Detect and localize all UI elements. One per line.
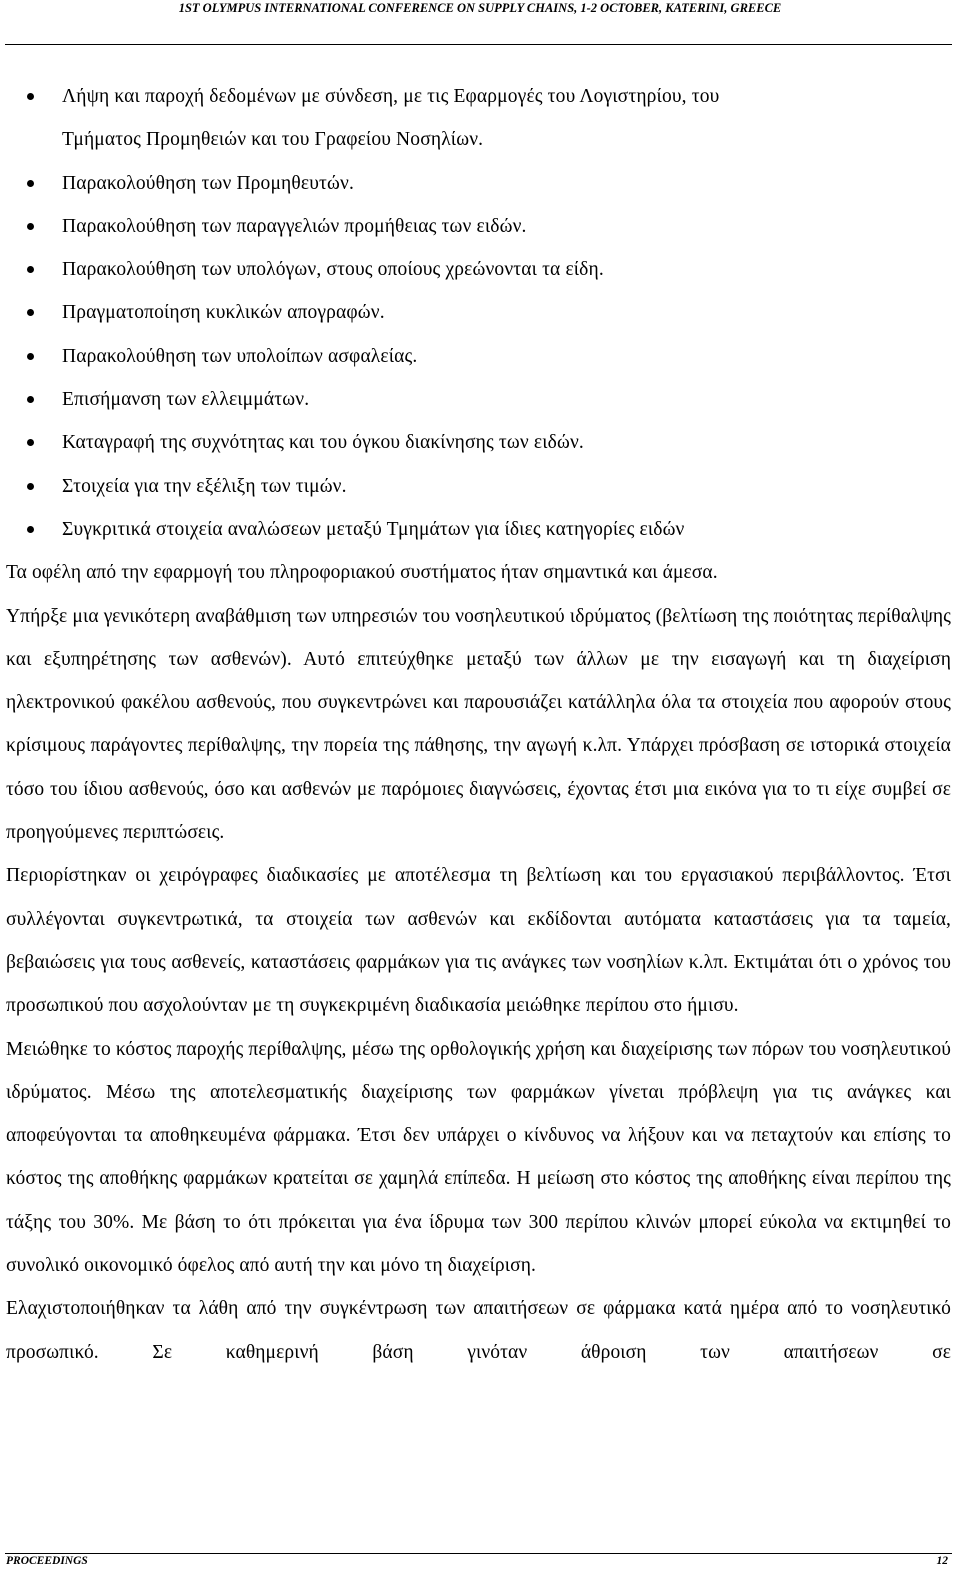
list-item: [0, 421, 960, 464]
list-item-text: Επισήμανση των ελλειμμάτων.: [62, 389, 310, 411]
page-number: 12: [936, 1555, 948, 1567]
list-item-text: Συγκριτικά στοιχεία αναλώσεων μεταξύ Τμημάτων για ίδιες κατηγορίες ειδών: [62, 518, 685, 540]
bullet-icon: [27, 266, 34, 273]
bullet-icon: [27, 396, 34, 403]
list-item-text-continued: Τμήματος Προμηθειών και του Γραφείου Νοσηλίων.: [62, 129, 484, 151]
list-item: [0, 75, 960, 162]
bullet-icon: [27, 439, 34, 446]
list-item-text: Παρακολούθηση των υπολόγων, στους οποίους χρεώνονται τα είδη.: [62, 259, 604, 281]
paragraph-error-reduction: Ελαχιστοποιήθηκαν τα λάθη από την συγκέντρωση των απαιτήσεων σε φάρμακα κατά ημέρα από το νοσηλευτικό προσωπικό. Σε καθημερινή βάση γινόταν άθροιση των απαιτήσεων σε: [6, 1298, 951, 1363]
list-item: [0, 508, 960, 551]
list-item-text: Καταγραφή της συχνότητας και του όγκου διακίνησης των ειδών.: [62, 432, 584, 454]
list-item: [0, 291, 960, 334]
paragraph-manual-processes: Περιορίστηκαν οι χειρόγραφες διαδικασίες με αποτέλεσμα τη βελτίωση και του εργασιακού περιβάλλοντος. Έτσι συλλέγονται συγκεντρωτικά, τα στοιχεία των ασθενών και εκδίδονται αυτόματα καταστάσεις για τα ταμεία, βεβαιώσεις για τους ασθενείς, καταστάσεις φαρμάκων για τις ανάγκες των νοσηλίων κ.λπ. Εκτιμάται ότι ο χρόνος του προσωπικού που ασχολούνταν με τη συγκεκριμένη διαδικασία μειώθηκε περίπου στο ήμισυ.: [6, 865, 951, 1017]
list-item: [0, 335, 960, 378]
bullet-icon: [27, 180, 34, 187]
list-item-text: Λήψη και παροχή δεδομένων με σύνδεση, με τις Εφαρμογές του Λογιστηρίου, του: [62, 86, 720, 107]
conference-title: 1ST OLYMPUS INTERNATIONAL CONFERENCE ON SUPPLY CHAINS, 1-2 OCTOBER, KATERINI, GREECE: [178, 1, 782, 15]
feature-list: [0, 75, 960, 551]
document-body: [0, 75, 960, 1374]
list-item: [0, 205, 960, 248]
bullet-icon: [27, 483, 34, 490]
list-item-text: Παρακολούθηση των Προμηθευτών.: [62, 172, 355, 194]
list-item-text: Πραγματοποίηση κυκλικών απογραφών.: [62, 302, 385, 324]
list-item: [0, 465, 960, 508]
page-header: [0, 0, 960, 15]
bullet-icon: [27, 526, 34, 533]
footer-label: PROCEEDINGS: [6, 1555, 88, 1567]
header-divider: [5, 44, 952, 45]
list-item-text: Παρακολούθηση των παραγγελιών προμήθειας των ειδών.: [62, 215, 527, 237]
list-item: [0, 248, 960, 291]
list-item: [0, 162, 960, 205]
bullet-icon: [27, 93, 34, 100]
list-item: [0, 378, 960, 421]
footer-divider: [5, 1553, 952, 1554]
bullet-icon: [27, 223, 34, 230]
bullet-icon: [27, 309, 34, 316]
paragraph-service-upgrade: Υπήρξε μια γενικότερη αναβάθμιση των υπηρεσιών του νοσηλευτικού ιδρύματος (βελτίωση της ποιότητας περίθαλψης και εξυπηρέτησης των ασθενών). Αυτό επιτεύχθηκε μεταξύ των άλλων με την εισαγωγή και τη διαχείριση ηλεκτρονικού φακέλου ασθενούς, που συγκεντρώνει και παρουσιάζει κατάλληλα όλα τα στοιχεία που αφορούν στους κρίσιμους παράγοντες περίθαλψης, την πορεία της πάθησης, την αγωγή κ.λπ. Υπάρχει πρόσβαση σε ιστορικά στοιχεία τόσο του ίδιου ασθενούς, όσο και ασθενών με παρόμοιες διαγνώσεις, έχοντας έτσι μια εικόνα για το τι είχε συμβεί σε προηγούμενες περιπτώσεις.: [6, 605, 951, 844]
paragraph-cost-reduction: Μειώθηκε το κόστος παροχής περίθαλψης, μέσω της ορθολογικής χρήση και διαχείρισης των πόρων του νοσηλευτικού ιδρύματος. Μέσω της αποτελεσματικής διαχείρισης των φαρμάκων γίνεται πρόβλεψη για τις ανάγκες και αποφεύγονται τα αποθηκευμένα φάρμακα. Έτσι δεν υπάρχει ο κίνδυνος να λήξουν και να πεταχτούν και επίσης το κόστος της αποθήκης φαρμάκων κρατείται σε χαμηλά επίπεδα. Η μείωση στο κόστος της αποθήκης είναι περίπου της τάξης του 30%. Με βάση το ότι πρόκειται για ένα ίδρυμα των 300 περίπου κλινών μπορεί εύκολα να εκτιμηθεί το συνολικό οικονομικό όφελος από αυτή την και μόνο τη διαχείριση.: [6, 1038, 951, 1277]
paragraph-benefits-intro: Τα οφέλη από την εφαρμογή του πληροφοριακού συστήματος ήταν σημαντικά και άμεσα.: [6, 562, 718, 584]
bullet-icon: [27, 353, 34, 360]
list-item-text: Στοιχεία για την εξέλιξη των τιμών.: [62, 475, 347, 497]
list-item-text: Παρακολούθηση των υπολοίπων ασφαλείας.: [62, 345, 418, 367]
